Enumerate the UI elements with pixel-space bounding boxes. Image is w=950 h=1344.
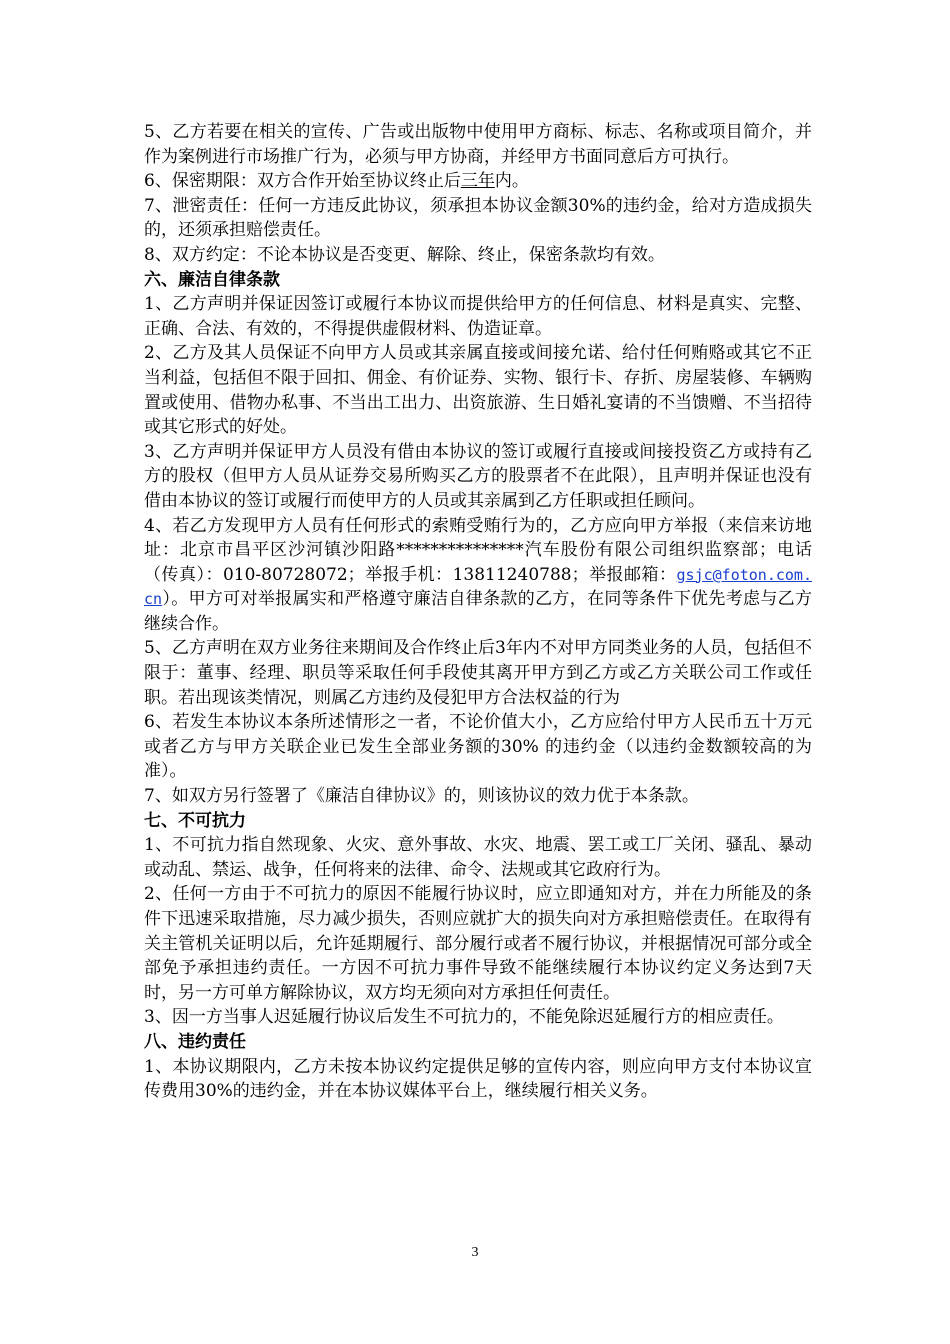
clause-6-7: 7、如双方另行签署了《廉洁自律协议》的，则该协议的效力优于本条款。	[144, 786, 699, 807]
clause-5-7: 7、泄密责任：任何一方违反此协议，须承担本协议金额30%的违约金，给对方造成损失的，还须承担赔偿责任。	[144, 195, 812, 241]
clause-6-4-text-b: ）。甲方可对举报属实和严格遵守廉洁自律条款的乙方，在同等条件下优先考虑与乙方继续合作。	[144, 589, 812, 634]
clause-5-5: 5、乙方若要在相关的宣传、广告或出版物中使用甲方商标、标志、名称或项目简介，并作为案例进行市场推广行为，必须与甲方协商，并经甲方书面同意后方可执行。	[144, 122, 812, 167]
clause-6-4-text-a: 4、若乙方发现甲方人员有任何形式的索贿受贿行为的，乙方应向甲方举报（来信来访地址：北京市昌平区沙河镇沙阳路***************汽车股份有限公司组织监察部；电话（传真）：010-80728072；举报手机：13811240788；举报邮箱：	[144, 515, 812, 585]
clause-5-6-underlined-term: 三年	[460, 171, 495, 192]
clause-6-1: 1、乙方声明并保证因签订或履行本协议而提供给甲方的任何信息、材料是真实、完整、正确、合法、有效的，不得提供虚假材料、伪造证章。	[144, 294, 812, 339]
clause-5-6-text-a: 6、保密期限：双方合作开始至协议终止后	[144, 171, 461, 192]
clause-6-5: 5、乙方声明在双方业务往来期间及合作终止后3年内不对甲方同类业务的人员，包括但不限于：董事、经理、职员等采取任何手段使其离开甲方到乙方或乙方关联公司工作或任职。若出现该类情况，则属乙方违约及侵犯甲方合法权益的行为	[144, 638, 812, 708]
clause-5-6-text-b: 内。	[494, 171, 529, 192]
section-7-heading: 七、不可抗力	[144, 810, 246, 831]
section-8-heading: 八、违约责任	[144, 1031, 246, 1052]
clause-7-3: 3、因一方当事人迟延履行协议后发生不可抗力的，不能免除迟延履行方的相应责任。	[144, 1007, 784, 1028]
clause-5-6	[144, 169, 812, 194]
document-page	[144, 120, 812, 1104]
page-number: 3	[471, 1245, 479, 1260]
clause-5-8: 8、双方约定：不论本协议是否变更、解除、终止，保密条款均有效。	[144, 244, 665, 265]
section-6-heading: 六、廉洁自律条款	[144, 269, 280, 290]
clause-6-3: 3、乙方声明并保证甲方人员没有借由本协议的签订或履行直接或间接投资乙方或持有乙方的股权（但甲方人员从证券交易所购买乙方的股票者不在此限），且声明并保证也没有借由本协议的签订或履行而使甲方的人员或其亲属到乙方任职或担任顾问。	[144, 441, 812, 511]
clause-6-6: 6、若发生本协议本条所述情形之一者，不论价值大小，乙方应给付甲方人民币五十万元或者乙方与甲方关联企业已发生全部业务额的30% 的违约金（以违约金数额较高的为准）。	[144, 712, 812, 782]
clause-6-4	[144, 514, 812, 637]
clause-8-1: 1、本协议期限内，乙方未按本协议约定提供足够的宣传内容，则应向甲方支付本协议宣传费用30%的违约金，并在本协议媒体平台上，继续履行相关义务。	[144, 1056, 812, 1102]
clause-6-2: 2、乙方及其人员保证不向甲方人员或其亲属直接或间接允诺、给付任何贿赂或其它不正当利益，包括但不限于回扣、佣金、有价证券、实物、银行卡、存折、房屋装修、车辆购置或使用、借物办私事、不当出工出力、出资旅游、生日婚礼宴请的不当馈赠、不当招待或其它形式的好处。	[144, 343, 812, 438]
clause-7-2: 2、任何一方由于不可抗力的原因不能履行协议时，应立即通知对方，并在力所能及的条件下迅速采取措施，尽力减少损失，否则应就扩大的损失向对方承担赔偿责任。在取得有关主管机关证明以后，允许延期履行、部分履行或者不履行协议，并根据情况可部分或全部免予承担违约责任。一方因不可抗力事件导致不能继续履行本协议约定义务达到7天时，另一方可单方解除协议，双方均无须向对方承担任何责任。	[144, 884, 812, 1003]
report-email-link[interactable]: gsjc@foton.com.cn	[144, 565, 812, 609]
clause-7-1: 1、不可抗力指自然现象、火灾、意外事故、水灾、地震、罢工或工厂关闭、骚乱、暴动或动乱、禁运、战争，任何将来的法律、命令、法规或其它政府行为。	[144, 835, 812, 880]
